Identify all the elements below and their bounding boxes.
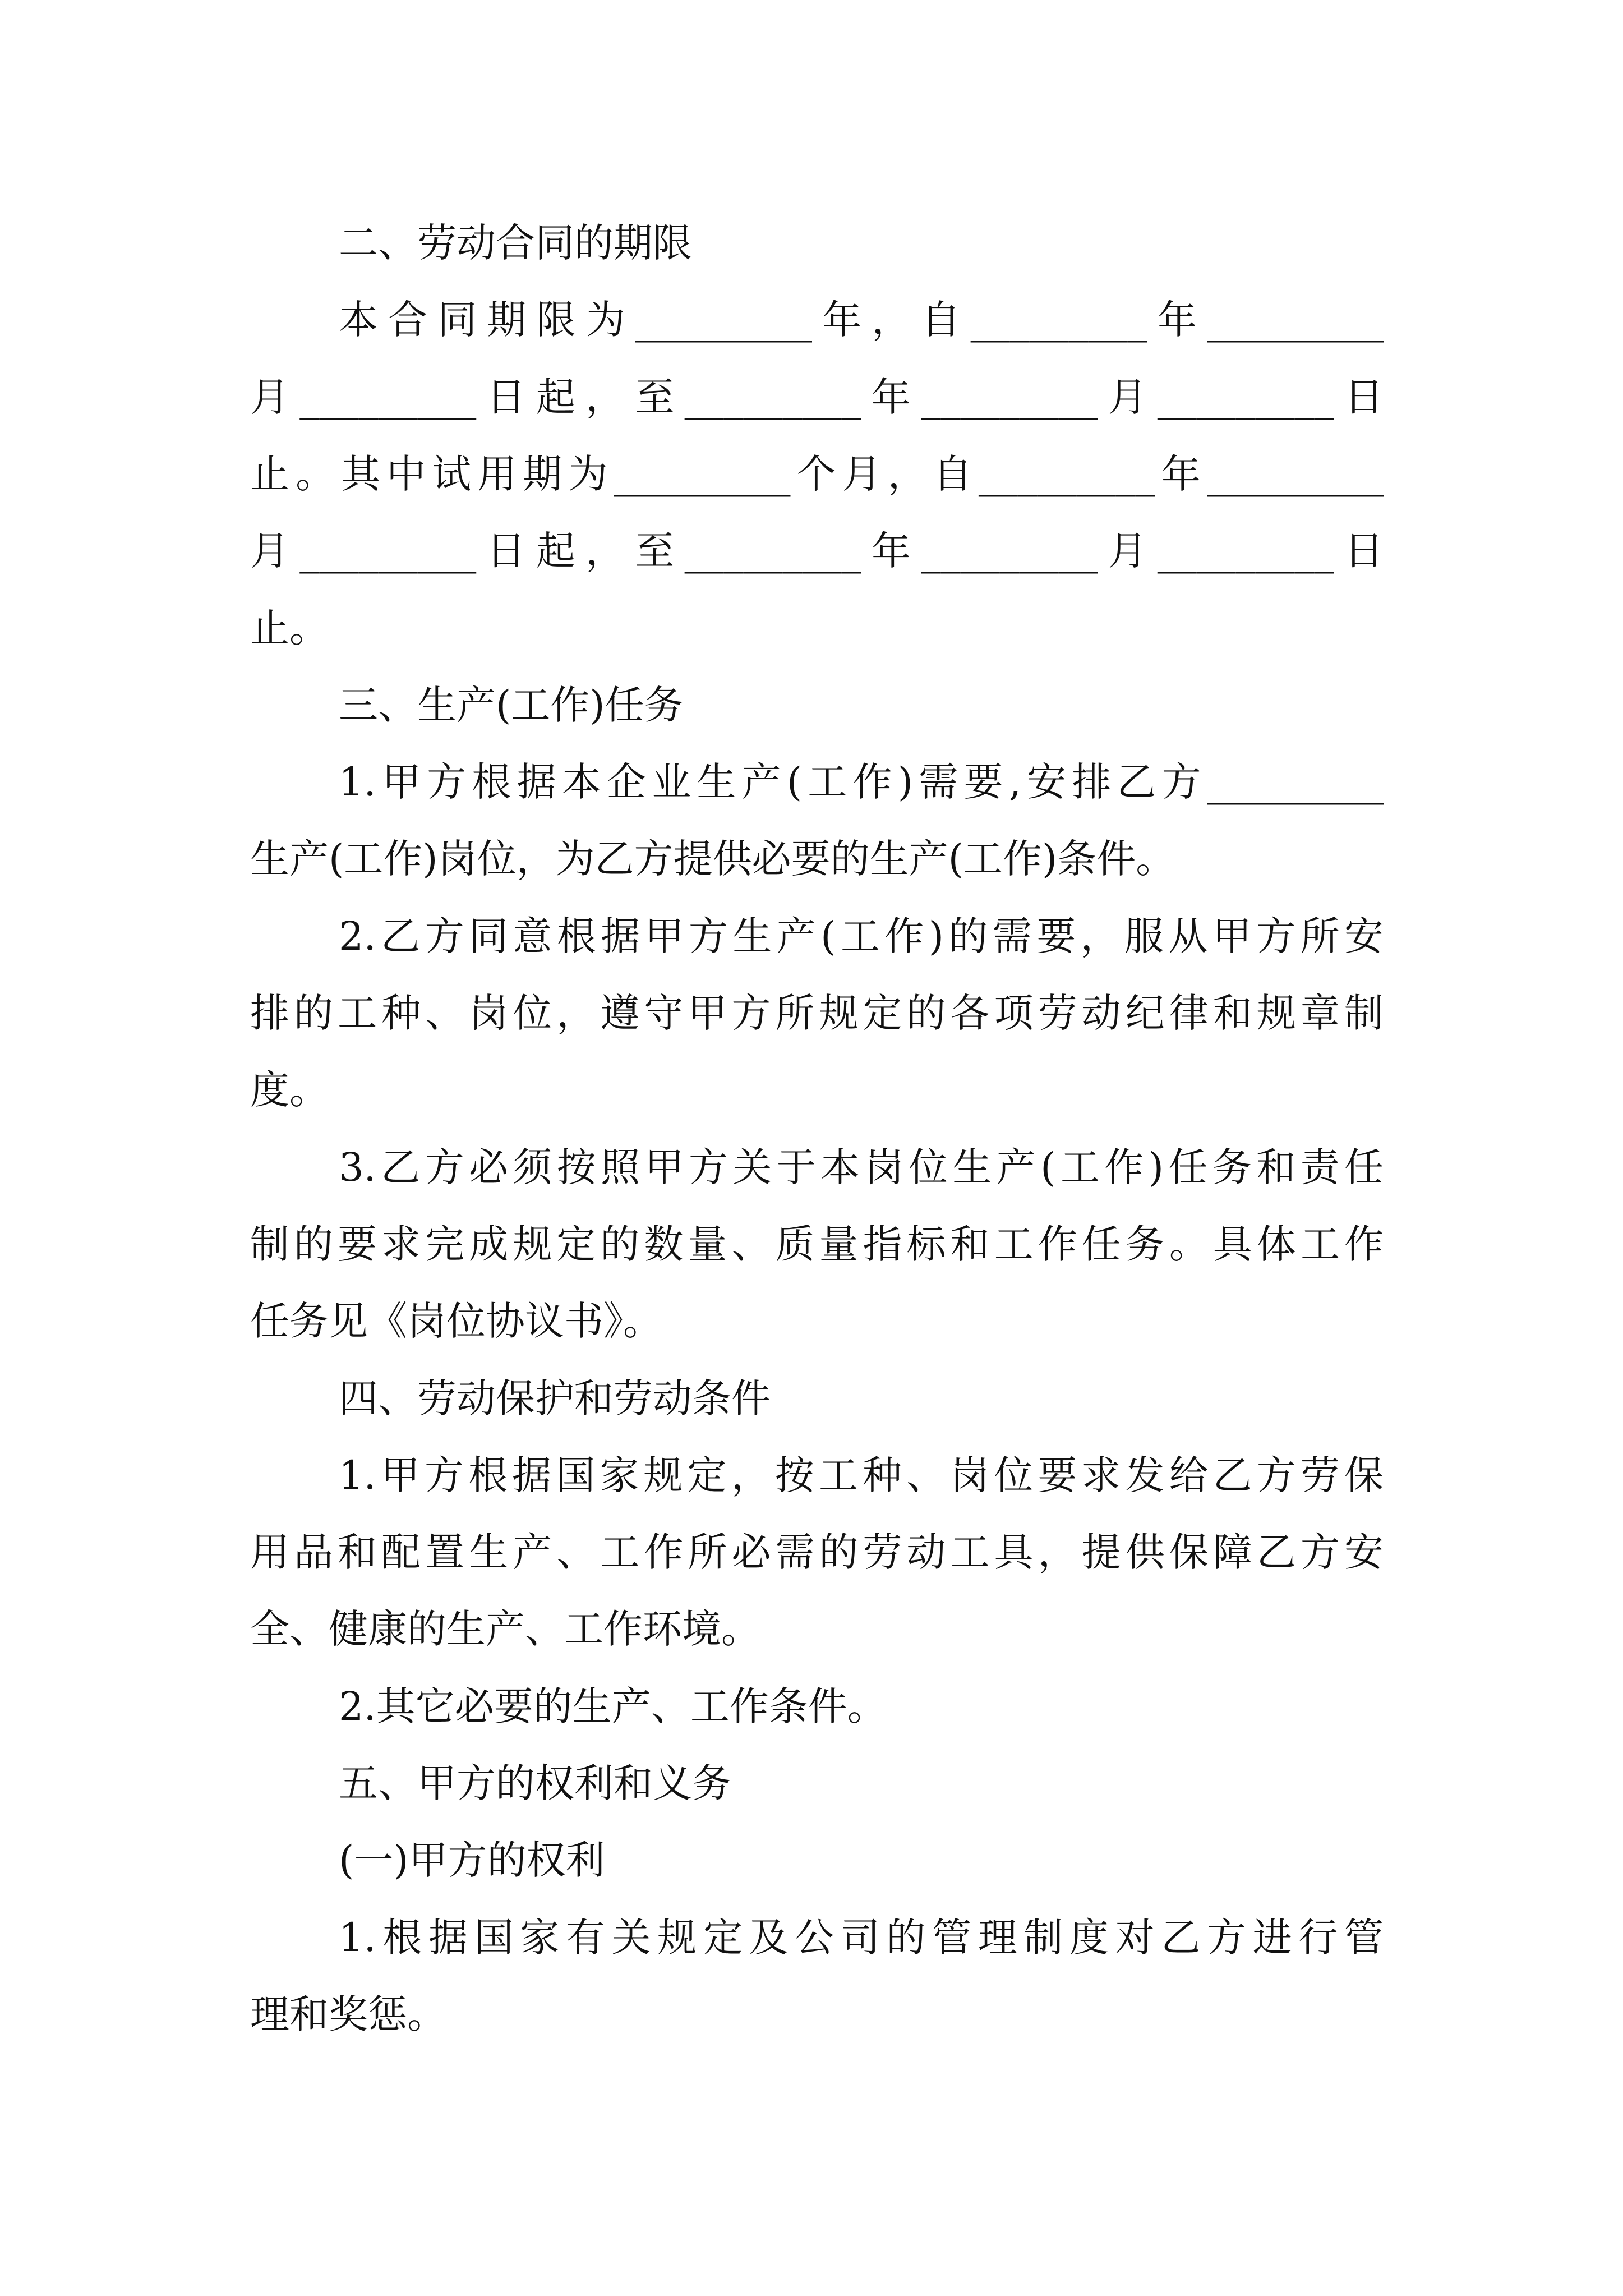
text-line: 2.其它必要的生产、工作条件。	[339, 1683, 887, 1729]
text-line: 二、劳动合同的期限	[339, 220, 692, 266]
text-line: 度。	[250, 1067, 329, 1114]
text-line: 月_________日起，至_________年_________月_________日	[250, 374, 1384, 420]
text-line: 3.乙方必须按照甲方关于本岗位生产(工作)任务和责任	[339, 1144, 1384, 1190]
text-line: (一)甲方的权利	[339, 1837, 605, 1884]
text-line: 1.甲方根据国家规定，按工种、岗位要求发给乙方劳保	[339, 1452, 1384, 1498]
text-line: 理和奖惩。	[250, 1991, 446, 2037]
text-line: 五、甲方的权利和义务	[339, 1760, 731, 1806]
text-line: 生产(工作)岗位，为乙方提供必要的生产(工作)条件。	[250, 836, 1175, 882]
text-line: 止。	[250, 605, 329, 651]
text-line: 2.乙方同意根据甲方生产(工作)的需要，服从甲方所安	[339, 913, 1384, 959]
text-line: 排的工种、岗位，遵守甲方所规定的各项劳动纪律和规章制	[250, 990, 1384, 1036]
text-line: 用品和配置生产、工作所必需的劳动工具，提供保障乙方安	[250, 1529, 1384, 1576]
text-line: 任务见《岗位协议书》。	[250, 1298, 662, 1345]
text-line: 1.甲方根据本企业生产(工作)需要,安排乙方_________	[339, 759, 1384, 806]
text-line: 全、健康的生产、工作环境。	[250, 1606, 760, 1653]
text-line: 1.根据国家有关规定及公司的管理制度对乙方进行管	[339, 1914, 1384, 1961]
text-line: 三、生产(工作)任务	[339, 682, 684, 728]
text-line: 制的要求完成规定的数量、质量指标和工作任务。具体工作	[250, 1221, 1384, 1267]
text-line: 本合同期限为_________年，自_________年_________	[339, 297, 1384, 343]
text-line: 四、劳动保护和劳动条件	[339, 1375, 771, 1421]
text-line: 月_________日起，至_________年_________月_________日	[250, 528, 1384, 574]
text-line: 止。其中试用期为_________个月，自_________年_________	[250, 450, 1384, 497]
